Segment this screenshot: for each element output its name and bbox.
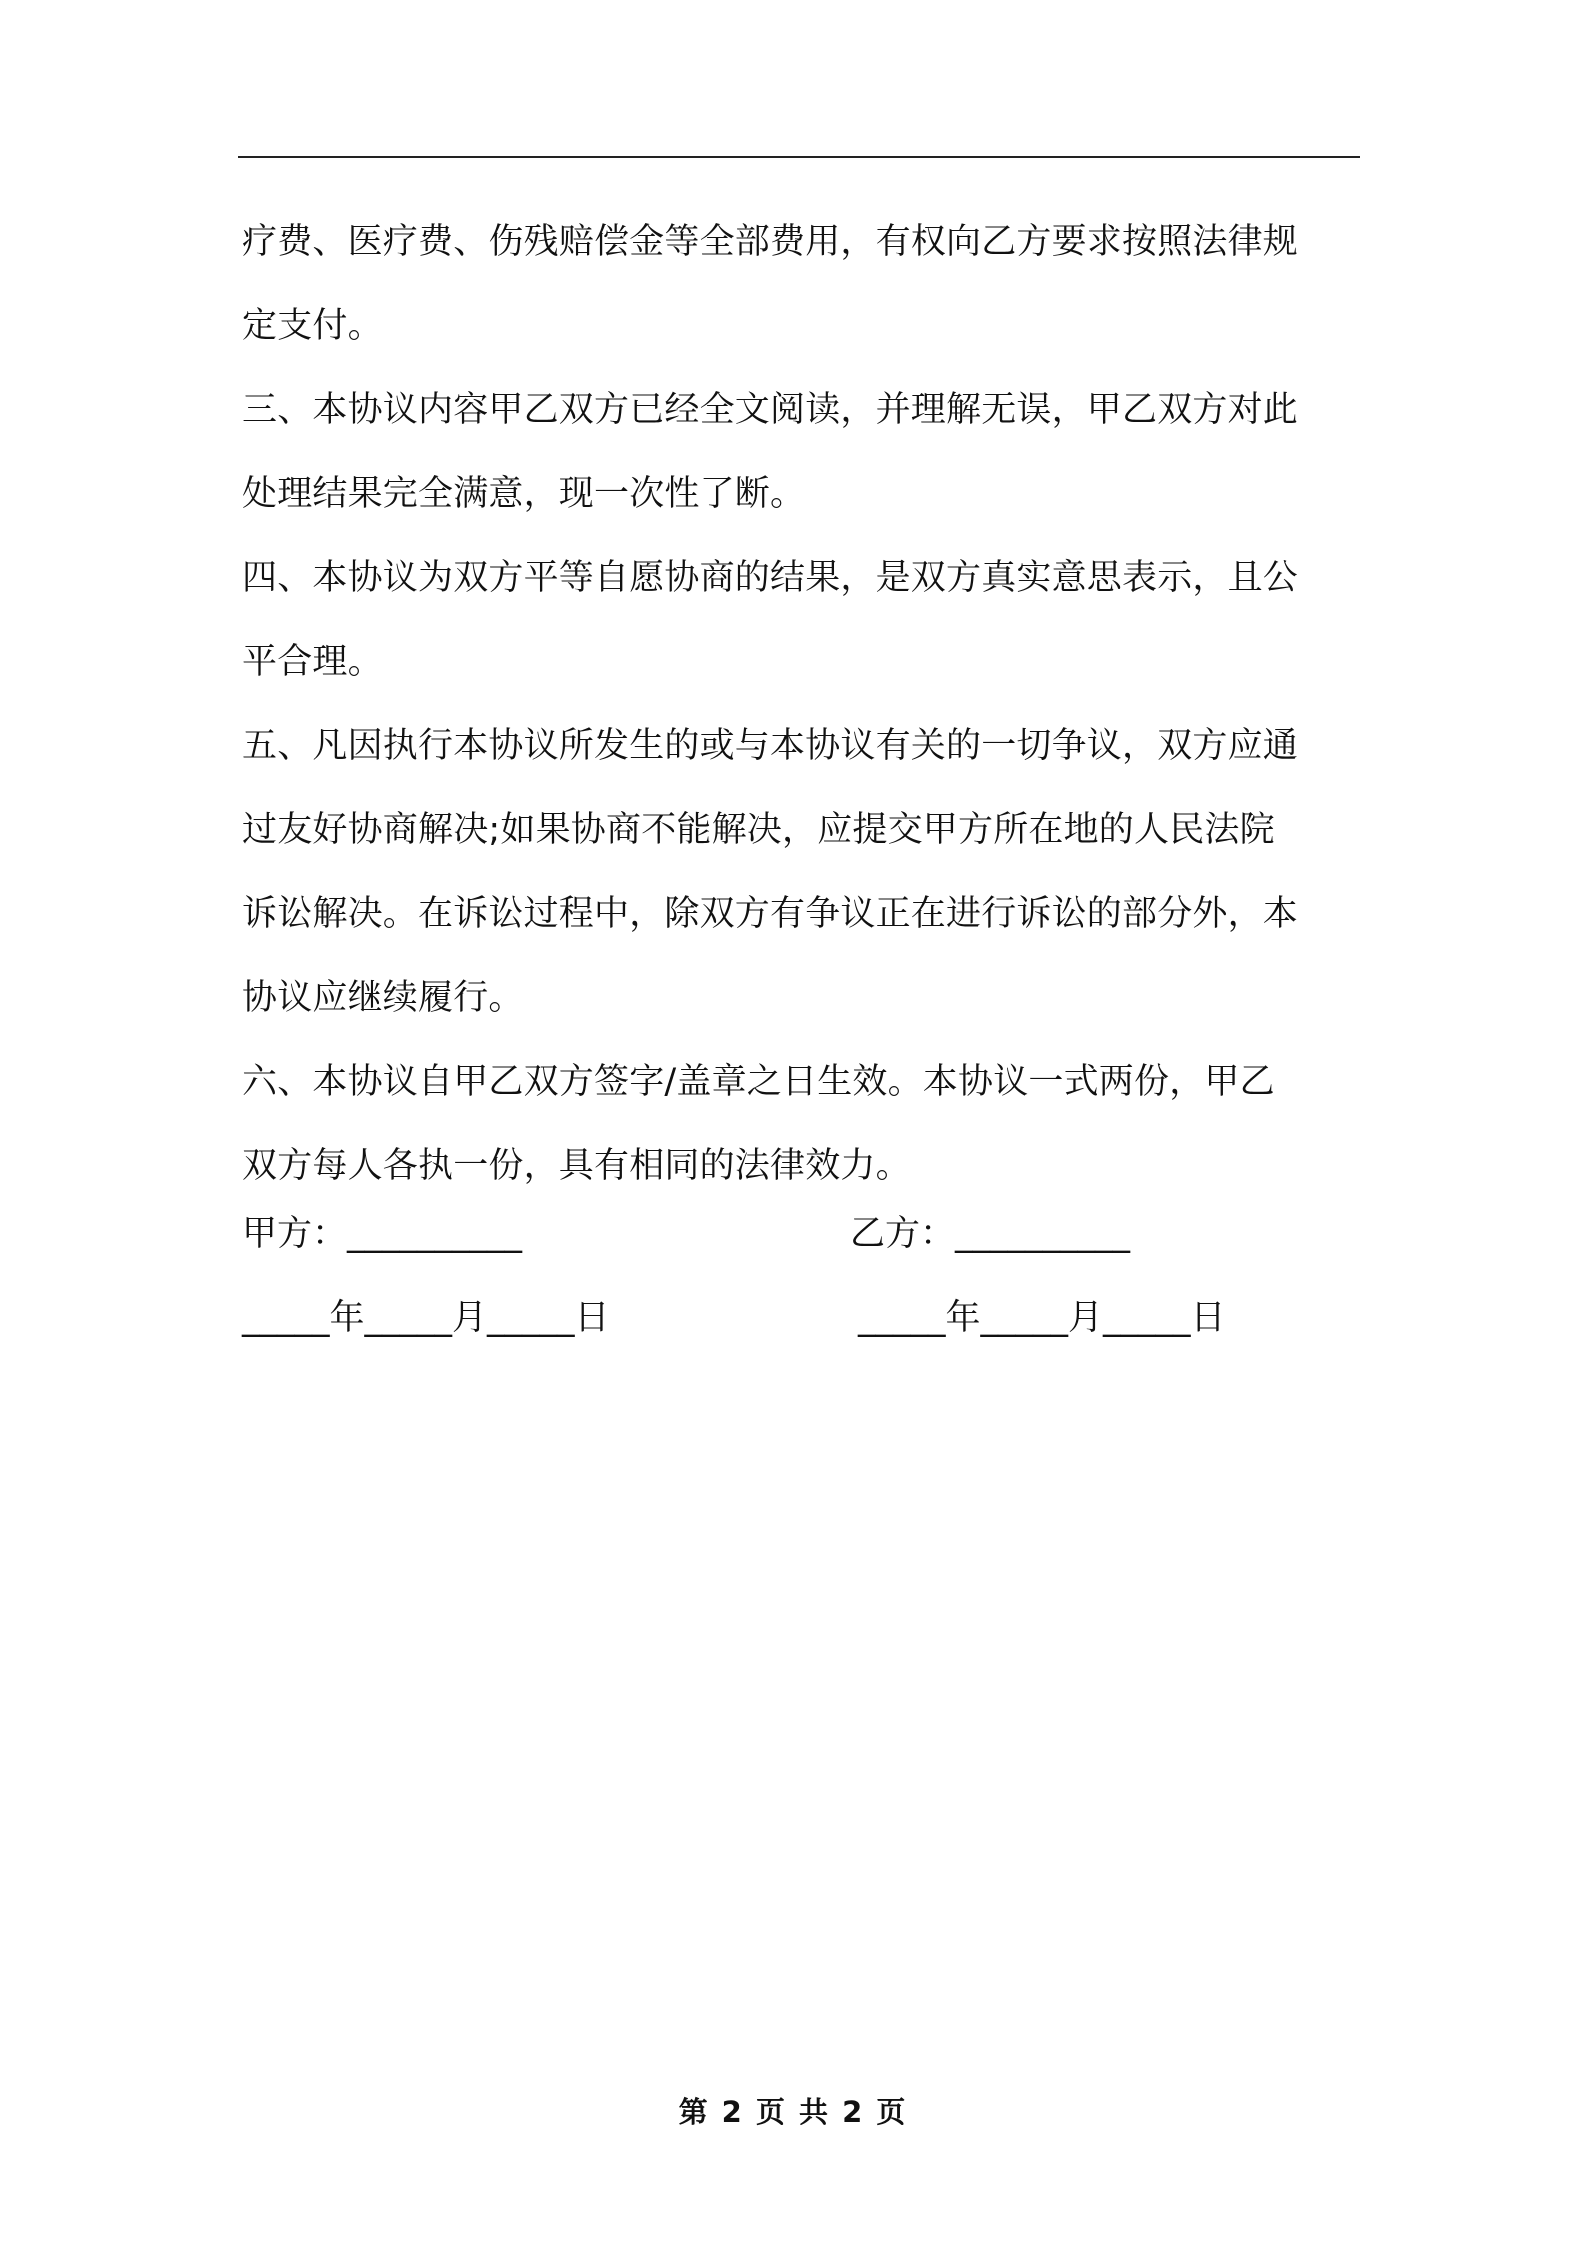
signature-dates-row (242, 1276, 1360, 1360)
paragraph-line: 疗费、医疗费、伤残赔偿金等全部费用，有权向乙方要求按照法律规 (242, 222, 1299, 262)
paragraph-line: 过友好协商解决;如果协商不能解决，应提交甲方所在地的人民法院 (242, 810, 1275, 850)
agreement-paragraph (242, 1040, 1360, 1208)
agreement-body (242, 200, 1360, 1208)
agreement-paragraph (242, 704, 1360, 1040)
paragraph-line: 四、本协议为双方平等自愿协商的结果，是双方真实意思表示，且公 (242, 558, 1299, 598)
agreement-paragraph (242, 368, 1360, 536)
paragraph-line: 处理结果完全满意，现一次性了断。 (242, 474, 806, 514)
party-b-date: _____年_____月_____日 (858, 1298, 1226, 1338)
paragraph-line: 诉讼解决。在诉讼过程中，除双方有争议正在进行诉讼的部分外，本 (242, 894, 1299, 934)
paragraph-line: 平合理。 (242, 642, 383, 682)
party-a-date: _____年_____月_____日 (242, 1298, 610, 1338)
agreement-paragraph (242, 536, 1360, 704)
party-a-signature: 甲方：__________ (242, 1214, 523, 1254)
party-b-signature: 乙方：__________ (850, 1214, 1131, 1254)
paragraph-line: 双方每人各执一份，具有相同的法律效力。 (242, 1146, 911, 1186)
paragraph-line: 定支付。 (242, 306, 383, 346)
paragraph-line: 协议应继续履行。 (242, 978, 524, 1018)
signature-parties-row (242, 1192, 1360, 1276)
paragraph-line: 三、本协议内容甲乙双方已经全文阅读，并理解无误，甲乙双方对此 (242, 390, 1299, 430)
page-number-footer: 第 2 页 共 2 页 (678, 2095, 908, 2129)
header-divider (238, 156, 1360, 158)
agreement-paragraph (242, 200, 1360, 368)
paragraph-line: 五、凡因执行本协议所发生的或与本协议有关的一切争议，双方应通 (242, 726, 1299, 766)
paragraph-line: 六、本协议自甲乙双方签字/盖章之日生效。本协议一式两份，甲乙 (242, 1062, 1275, 1102)
